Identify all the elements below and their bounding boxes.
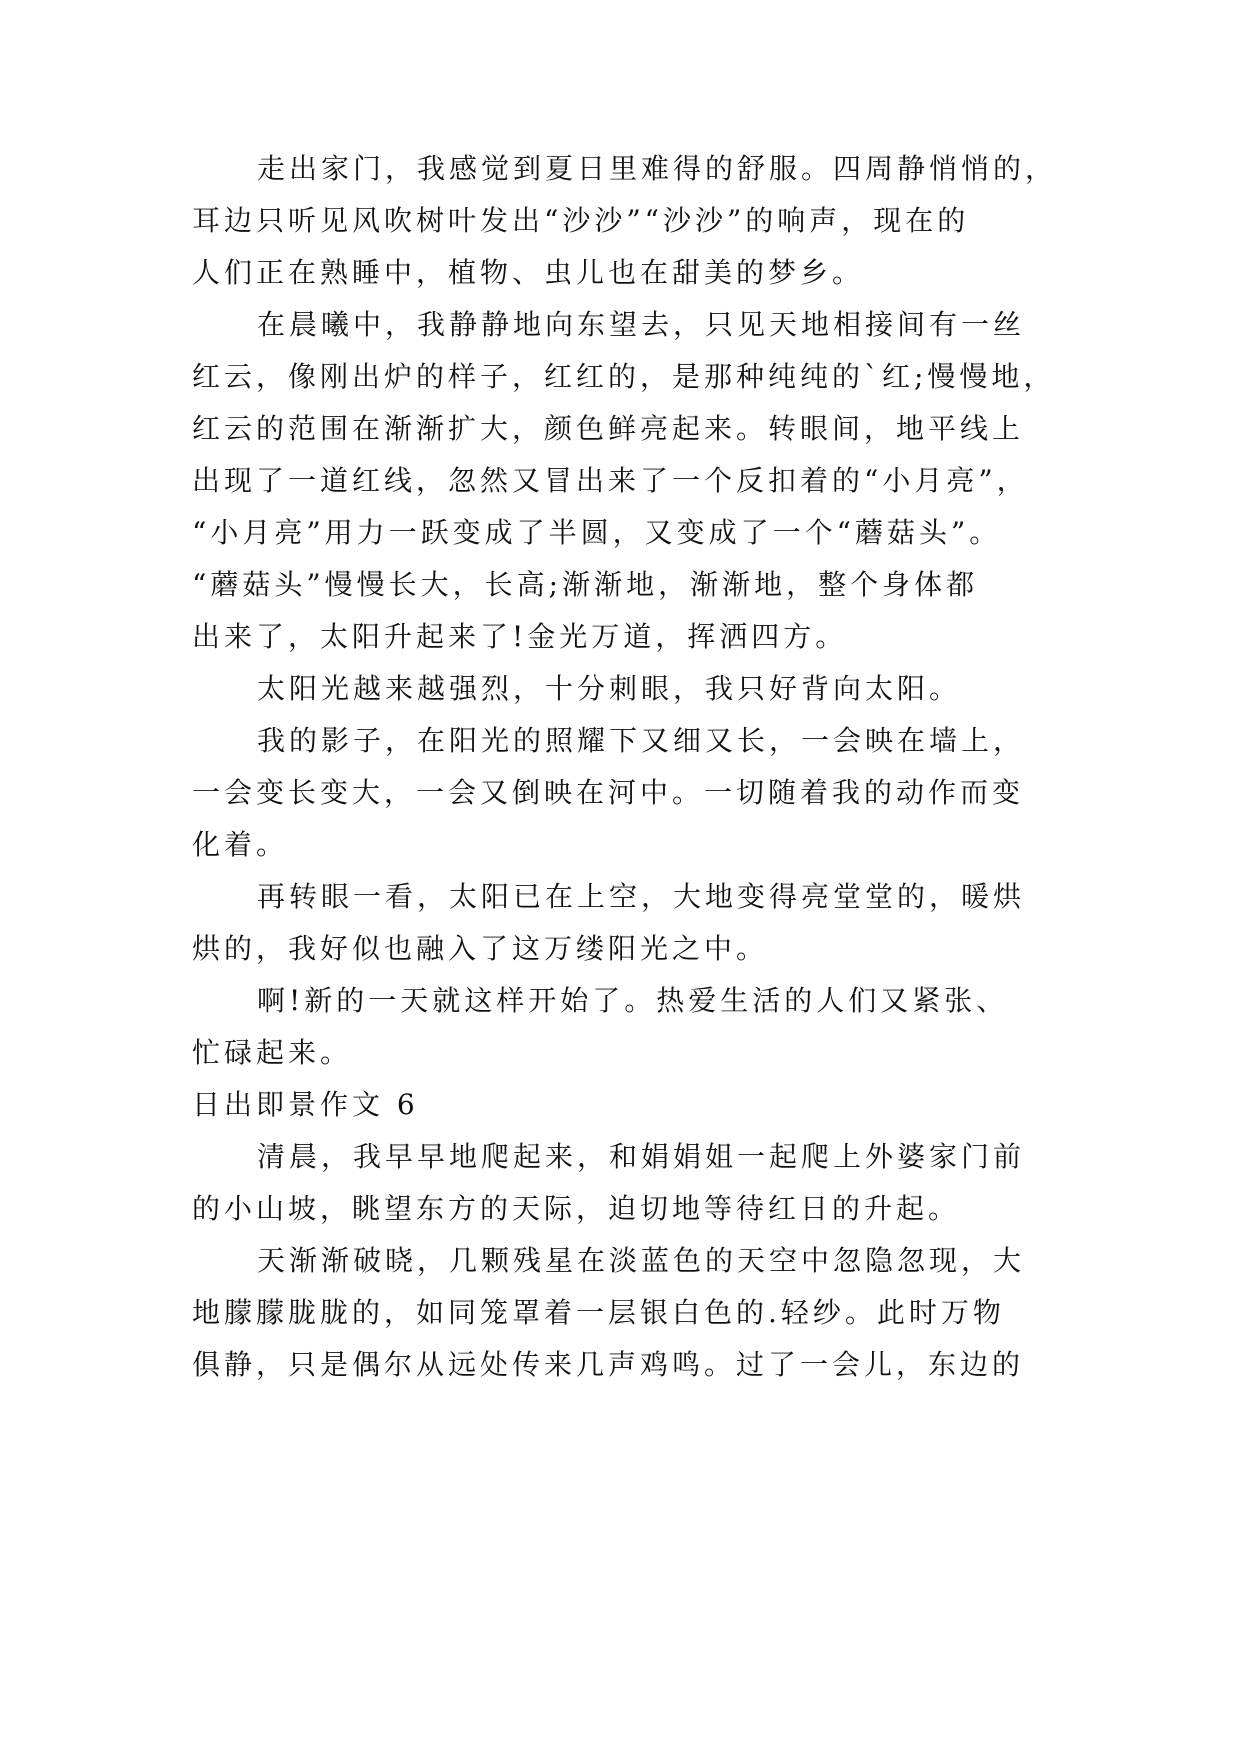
section-heading: 日出即景作文 6: [192, 1088, 419, 1121]
paragraph-line: 人们正在熟睡中，植物、虫儿也在甜美的梦乡。: [192, 256, 865, 289]
paragraph-line: 地朦朦胧胧的，如同笼罩着一层银白色的.轻纱。此时万物: [192, 1296, 1005, 1329]
paragraph-line: 俱静，只是偶尔从远处传来几声鸡鸣。过了一会儿，东边的: [192, 1348, 1025, 1381]
paragraph-line: 天渐渐破晓，几颗残星在淡蓝色的天空中忽隐忽现，大: [257, 1244, 1026, 1277]
paragraph-line: 忙碌起来。: [192, 1036, 353, 1069]
paragraph-line: 烘的，我好似也融入了这万缕阳光之中。: [192, 932, 769, 965]
paragraph-line: 红云，像刚出炉的样子，红红的，是那种纯纯的`红;慢慢地，: [192, 360, 1056, 393]
paragraph-line: 红云的范围在渐渐扩大，颜色鲜亮起来。转眼间，地平线上: [192, 412, 1025, 445]
paragraph-line: 在晨曦中，我静静地向东望去，只见天地相接间有一丝: [257, 308, 1026, 341]
paragraph-line: 啊!新的一天就这样开始了。热爱生活的人们又紧张、: [257, 984, 1009, 1017]
paragraph-line: 走出家门，我感觉到夏日里难得的舒服。四周静悄悄的，: [257, 152, 1058, 185]
paragraph-line: 再转眼一看，太阳已在上空，大地变得亮堂堂的，暖烘: [257, 880, 1026, 913]
paragraph-line: 的小山坡，眺望东方的天际，迫切地等待红日的升起。: [192, 1192, 961, 1225]
paragraph-line: 耳边只听见风吹树叶发出“沙沙”“沙沙”的响声，现在的: [192, 204, 970, 237]
paragraph-line: “蘑菇头”慢慢长大，长高;渐渐地，渐渐地，整个身体都: [192, 568, 979, 601]
paragraph-line: 清晨，我早早地爬起来，和娟娟姐一起爬上外婆家门前: [257, 1140, 1026, 1173]
paragraph-line: 出现了一道红线，忽然又冒出来了一个反扣着的“小月亮”，: [192, 464, 1029, 497]
paragraph-line: 太阳光越来越强烈，十分刺眼，我只好背向太阳。: [257, 672, 962, 705]
paragraph-line: 一会变长变大，一会又倒映在河中。一切随着我的动作而变: [192, 776, 1025, 809]
paragraph-line: 我的影子，在阳光的照耀下又细又长，一会映在墙上，: [257, 724, 1026, 757]
paragraph-line: 化着。: [192, 828, 289, 861]
paragraph-line: 出来了，太阳升起来了!金光万道，挥洒四方。: [192, 620, 848, 653]
paragraph-line: “小月亮”用力一跃变成了半圆，又变成了一个“蘑菇头”。: [192, 516, 1002, 549]
